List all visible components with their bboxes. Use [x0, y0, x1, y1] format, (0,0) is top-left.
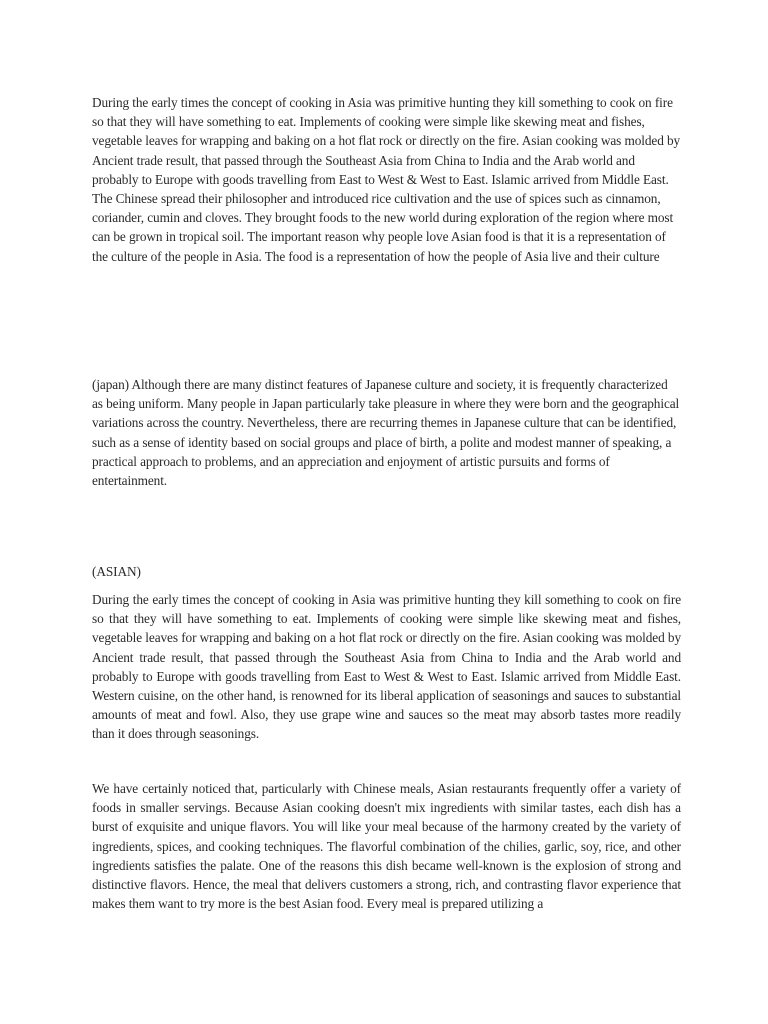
japan-paragraph: (japan) Although there are many distinct features of Japanese culture and society, it is frequently characterized as being uniform. Many people in Japan particularly take pleasure in where they were born and the geographical variations across the country. Nevertheless, there are recurring themes in Japanese culture that can be identified, such as a sense of identity based on social groups and place of birth, a polite and modest manner of speaking, a practical approach to problems, and an appreciation and enjoyment of artistic pursuits and forms of entertainment.	[92, 377, 680, 489]
asian-paragraph: During the early times the concept of cooking in Asia was primitive hunting they kill something to cook on fire so that they will have something to eat. Implements of cooking were simple like skewing meat and fishes, vegetable leaves for wrapping and baking on a hot flat rock or directly on the fire. Asian cooking was molded by Ancient trade result, that passed through the Southeast Asia from China to India and the Arab world and probably to Europe with goods travelling from East to West & West to East. Islamic arrived from Middle East. Western cuisine, on the other hand, is renowned for its liberal application of seasonings and sauces to substantial amounts of meat and fowl. Also, they use grape wine and sauces so the meat may absorb tastes more readily than it does through seasonings.	[92, 592, 681, 742]
asian-heading: (ASIAN)	[92, 564, 141, 579]
chinese-meals-paragraph: We have certainly noticed that, particularly with Chinese meals, Asian restaurants frequently offer a variety of foods in smaller servings. Because Asian cooking doesn't mix ingredients with similar tastes, each dish has a burst of exquisite and unique flavors. You will like your meal because of the harmony created by the variety of ingredients, spices, and cooking techniques. The flavorful combination of the chilies, garlic, soy, rice, and other ingredients satisfies the palate. One of the reasons this dish became well-known is the explosion of strong and distinctive flavors. Hence, the meal that delivers customers a strong, rich, and contrasting flavor experience that makes them want to try more is the best Asian food. Every meal is prepared utilizing a	[92, 781, 681, 912]
intro-paragraph: During the early times the concept of cooking in Asia was primitive hunting they kill something to cook on fire so that they will have something to eat. Implements of cooking were simple like skewing meat and fishes, vegetable leaves for wrapping and baking on a hot flat rock or directly on the fire. Asian cooking was molded by Ancient trade result, that passed through the Southeast Asia from China to India and the Arab world and probably to Europe with goods travelling from East to West & West to East. Islamic arrived from Middle East. The Chinese spread their philosopher and introduced rice cultivation and the use of spices such as cinnamon, coriander, cumin and cloves. They brought foods to the new world during exploration of the region where most can be grown in tropical soil. The important reason why people love Asian food is that it is a representation of the culture of the people in Asia. The food is a representation of how the people of Asia live and their culture	[92, 95, 681, 264]
